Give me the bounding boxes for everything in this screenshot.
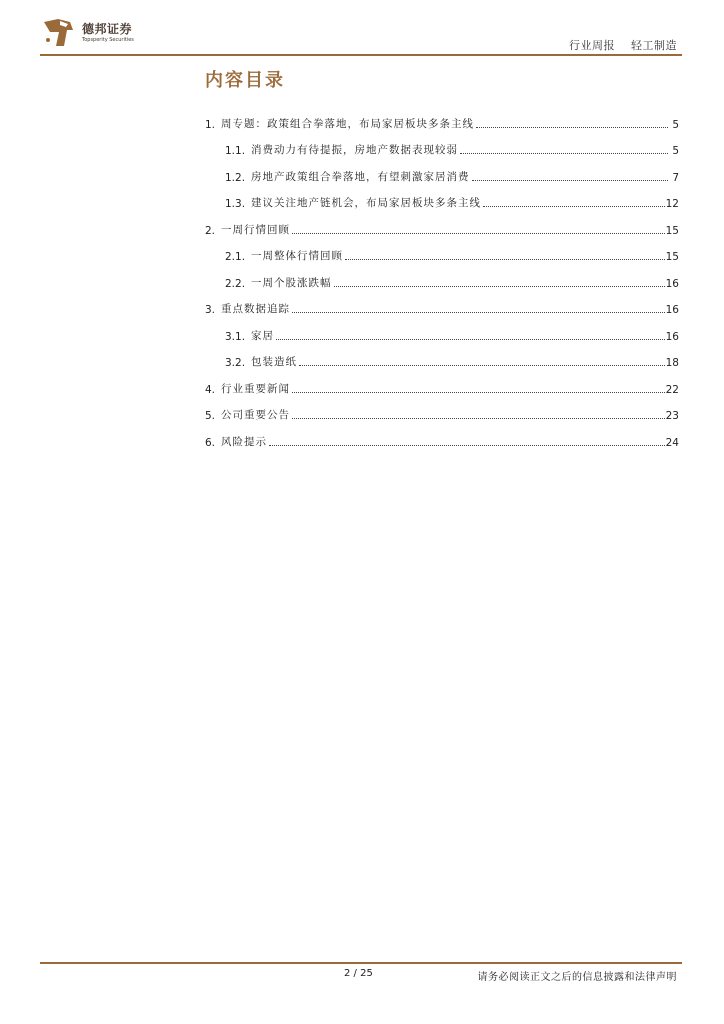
toc-entry-title: 建议关注地产链机会，布局家居板块多条主线 xyxy=(251,197,482,209)
toc-entry-page: 16 xyxy=(665,277,679,290)
footer-divider xyxy=(40,962,682,964)
header-meta xyxy=(557,37,677,53)
toc-dot-leader xyxy=(269,444,665,446)
toc-entry-page: 16 xyxy=(665,304,679,316)
toc-entry-number: 3. xyxy=(205,304,216,316)
toc-entry-page: 18 xyxy=(665,357,679,369)
toc-dot-leader xyxy=(334,285,665,287)
toc-entry[interactable] xyxy=(205,396,679,423)
table-of-contents xyxy=(205,104,679,449)
toc-entry-title: 家居 xyxy=(251,329,275,342)
toc-entry-number: 2. xyxy=(205,224,216,237)
toc-entry-number: 4. xyxy=(205,383,216,396)
toc-dot-leader xyxy=(299,364,665,366)
toc-entry-number: 6. xyxy=(205,436,216,449)
toc-dot-leader xyxy=(292,311,665,313)
toc-entry-number: 1.1. xyxy=(225,145,246,157)
toc-entry[interactable] xyxy=(205,369,679,396)
toc-entry-title: 周专题：政策组合拳落地，布局家居板块多条主线 xyxy=(221,117,475,130)
toc-entry-page: 24 xyxy=(665,436,679,449)
report-type: 行业周报 xyxy=(569,39,615,52)
toc-entry-page: 15 xyxy=(665,251,679,263)
toc-entry-title: 一周个股涨跌幅 xyxy=(251,276,332,289)
toc-entry-page: 12 xyxy=(665,198,679,210)
toc-entry-number: 3.2. xyxy=(225,357,246,369)
toc-entry-title: 重点数据追踪 xyxy=(221,303,291,315)
toc-entry-page: 15 xyxy=(665,224,679,237)
toc-entry-title: 一周行情回顾 xyxy=(221,223,291,236)
toc-entry[interactable] xyxy=(205,343,679,370)
toc-entry[interactable] xyxy=(205,104,679,131)
toc-dot-leader xyxy=(476,126,668,128)
toc-entry[interactable] xyxy=(205,316,679,343)
toc-entry-page: 5 xyxy=(672,118,679,131)
toc-entry[interactable] xyxy=(205,131,679,158)
toc-entry-page: 16 xyxy=(665,330,679,343)
toc-entry-number: 2.1. xyxy=(225,251,246,263)
toc-entry-title: 行业重要新闻 xyxy=(221,382,291,395)
toc-dot-leader xyxy=(276,338,665,340)
toc-dot-leader xyxy=(292,417,665,419)
toc-entry-page: 23 xyxy=(665,410,679,422)
toc-dot-leader xyxy=(460,152,668,154)
toc-entry[interactable] xyxy=(205,263,679,290)
industry-name: 轻工制造 xyxy=(631,39,677,52)
footer-disclaimer: 请务必阅读正文之后的信息披露和法律声明 xyxy=(477,972,677,983)
toc-entry-number: 2.2. xyxy=(225,277,246,290)
toc-entry-page: 5 xyxy=(672,145,679,157)
toc-entry[interactable] xyxy=(205,422,679,449)
toc-entry-title: 房地产政策组合拳落地，有望刺激家居消费 xyxy=(251,170,470,183)
toc-title: 内容目录 xyxy=(205,70,285,91)
page-indicator: 2 / 25 xyxy=(344,968,373,979)
header-divider xyxy=(40,54,682,56)
toc-entry-title: 一周整体行情回顾 xyxy=(251,250,344,262)
toc-entry-title: 风险提示 xyxy=(221,435,268,448)
toc-dot-leader xyxy=(472,179,668,181)
toc-entry[interactable] xyxy=(205,184,679,211)
toc-dot-leader xyxy=(483,205,665,207)
company-logo xyxy=(40,16,150,50)
toc-entry-page: 22 xyxy=(665,383,679,396)
logo-emblem-icon xyxy=(40,16,76,50)
toc-dot-leader xyxy=(345,258,665,260)
toc-entry-number: 3.1. xyxy=(225,330,246,343)
toc-entry-number: 1.3. xyxy=(225,198,246,210)
toc-entry[interactable] xyxy=(205,210,679,237)
toc-entry[interactable] xyxy=(205,237,679,264)
toc-entry-number: 1.2. xyxy=(225,171,246,184)
toc-entry-number: 1. xyxy=(205,118,216,131)
toc-entry-number: 5. xyxy=(205,410,216,422)
logo-text-cn: 德邦证券 xyxy=(82,22,133,36)
toc-entry-page: 7 xyxy=(672,171,679,184)
toc-entry-title: 消费动力有待提振，房地产数据表现较弱 xyxy=(251,144,459,156)
toc-entry-title: 包装造纸 xyxy=(251,356,298,368)
toc-entry-title: 公司重要公告 xyxy=(221,409,291,421)
logo-text-en: Topsperity Securities xyxy=(82,37,134,43)
toc-dot-leader xyxy=(292,232,665,234)
toc-entry[interactable] xyxy=(205,290,679,317)
toc-dot-leader xyxy=(292,391,665,393)
toc-entry[interactable] xyxy=(205,157,679,184)
